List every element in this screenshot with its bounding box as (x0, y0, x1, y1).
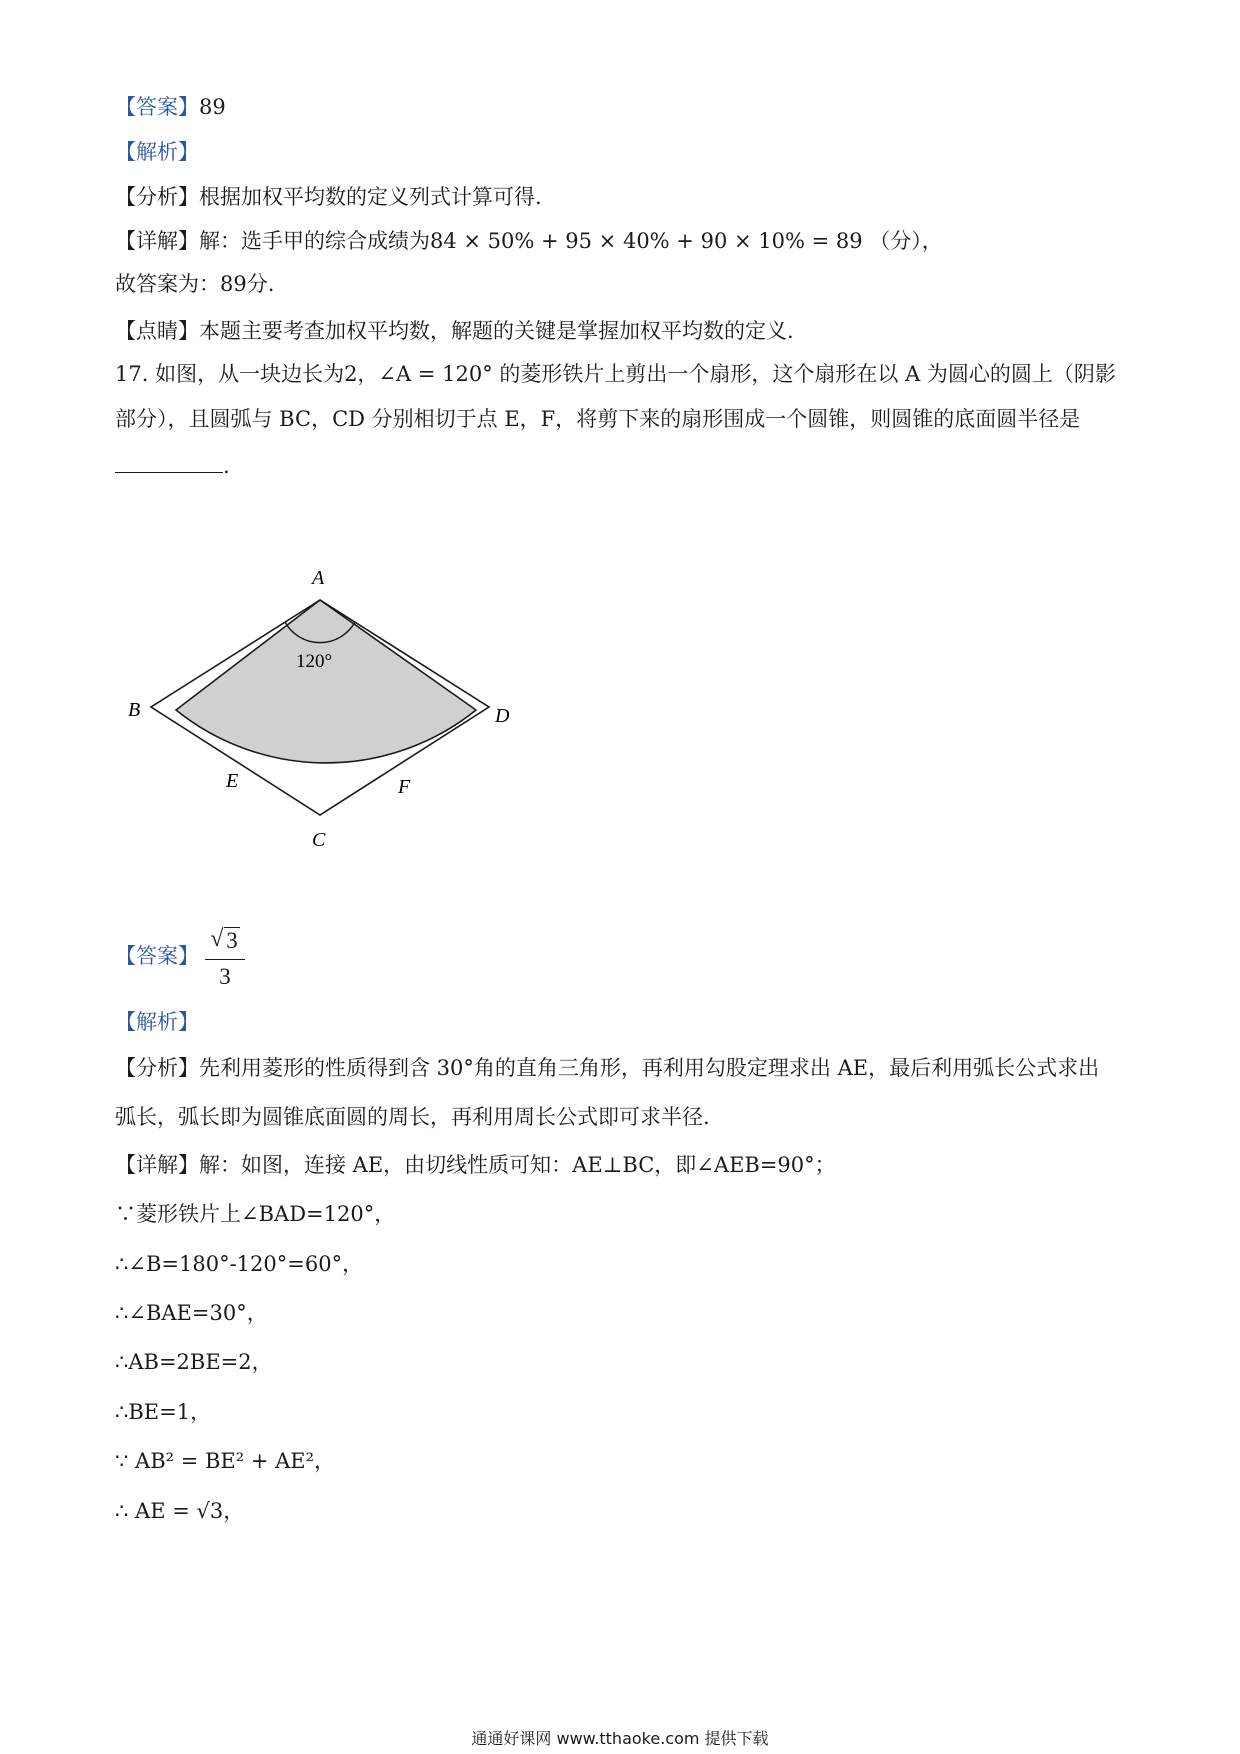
step-2: ∴∠B=180°-120°=60°， (115, 1252, 364, 1276)
step-3: ∴∠BAE=30°， (115, 1301, 268, 1325)
q17-stem-line1: 17. 如图，从一块边长为2，∠A = 120° 的菱形铁片上剪出一个扇形，这个扇形在以 A 为圆心的圆上（阴影 (115, 362, 1116, 386)
fenxi-tag: 【分析】 (115, 185, 199, 209)
q17-analysis-tag: 【解析】 (115, 1010, 199, 1034)
analysis-tag: 【解析】 (115, 140, 199, 164)
dianjing-tag: 【点睛】 (115, 319, 199, 343)
fraction-bar (205, 959, 245, 960)
answer-tag: 【答案】 (115, 95, 199, 119)
q17-xiangjie-line (115, 1151, 836, 1179)
dianjing-text: 本题主要考查加权平均数，解题的关键是掌握加权平均数的定义. (199, 319, 794, 343)
step-7: ∴ AE = √3， (115, 1499, 245, 1523)
xiangjie-text: 解：如图，连接 AE，由切线性质可知：AE⊥BC，即∠AEB=90°； (199, 1153, 836, 1177)
step-1: ∵菱形铁片上∠BAD=120°， (115, 1202, 396, 1226)
xiangjie-tag: 【详解】 (115, 1153, 199, 1177)
q17-fenxi-line1 (115, 1054, 1099, 1082)
q16-answer-line (115, 93, 226, 121)
fraction-denominator: 3 (219, 964, 231, 989)
q17-answer-tag: 【答案】 (115, 944, 199, 968)
q17-stem-line3 (115, 452, 230, 480)
label-E: E (226, 770, 239, 792)
label-C: C (312, 829, 326, 851)
fenxi-text-1: 先利用菱形的性质得到含 30°角的直角三角形，再利用勾股定理求出 AE，最后利用弧长公式求出 (199, 1056, 1100, 1080)
shaded-sector (176, 600, 476, 763)
fenxi-text: 根据加权平均数的定义列式计算可得. (199, 185, 542, 209)
fraction-numerator (205, 925, 245, 957)
q17-fenxi-line2: 弧长，弧长即为圆锥底面圆的周长，再利用周长公式即可求半径. (115, 1105, 710, 1129)
label-B: B (128, 699, 141, 721)
q17-stem-line2: 部分），且圆弧与 BC，CD 分别相切于点 E，F，将剪下来的扇形围成一个圆锥，则圆锥的底面圆半径是 (115, 407, 1081, 431)
answer-fraction (205, 925, 245, 992)
fenxi-tag: 【分析】 (115, 1056, 199, 1080)
answer-value: 89 (199, 95, 226, 119)
page-footer: 通通好课网 www.tthaoke.com 提供下载 (471, 1729, 769, 1748)
step-5: ∴BE=1， (115, 1400, 212, 1424)
label-D: D (495, 705, 510, 727)
q16-xiangjie-line (115, 227, 943, 255)
q16-conclusion: 故答案为：89分. (115, 272, 275, 296)
step-6: ∵ AB² = BE² + AE²， (115, 1449, 336, 1473)
xiangjie-text: 解：选手甲的综合成绩为84 × 50% + 95 × 40% + 90 × 10% = 89 （分）， (199, 229, 943, 253)
answer-blank (115, 452, 223, 473)
q16-fenxi-line (115, 183, 542, 211)
step-4: ∴AB=2BE=2， (115, 1350, 273, 1374)
stem-end: . (223, 454, 230, 478)
label-F: F (398, 776, 411, 798)
sqrt-symbol: √ 3 (210, 926, 238, 953)
angle-label: 120° (296, 651, 333, 672)
rhombus-figure (125, 505, 545, 851)
xiangjie-tag: 【详解】 (115, 229, 199, 253)
q16-dianjing-line (115, 317, 794, 345)
label-A: A (312, 567, 325, 589)
